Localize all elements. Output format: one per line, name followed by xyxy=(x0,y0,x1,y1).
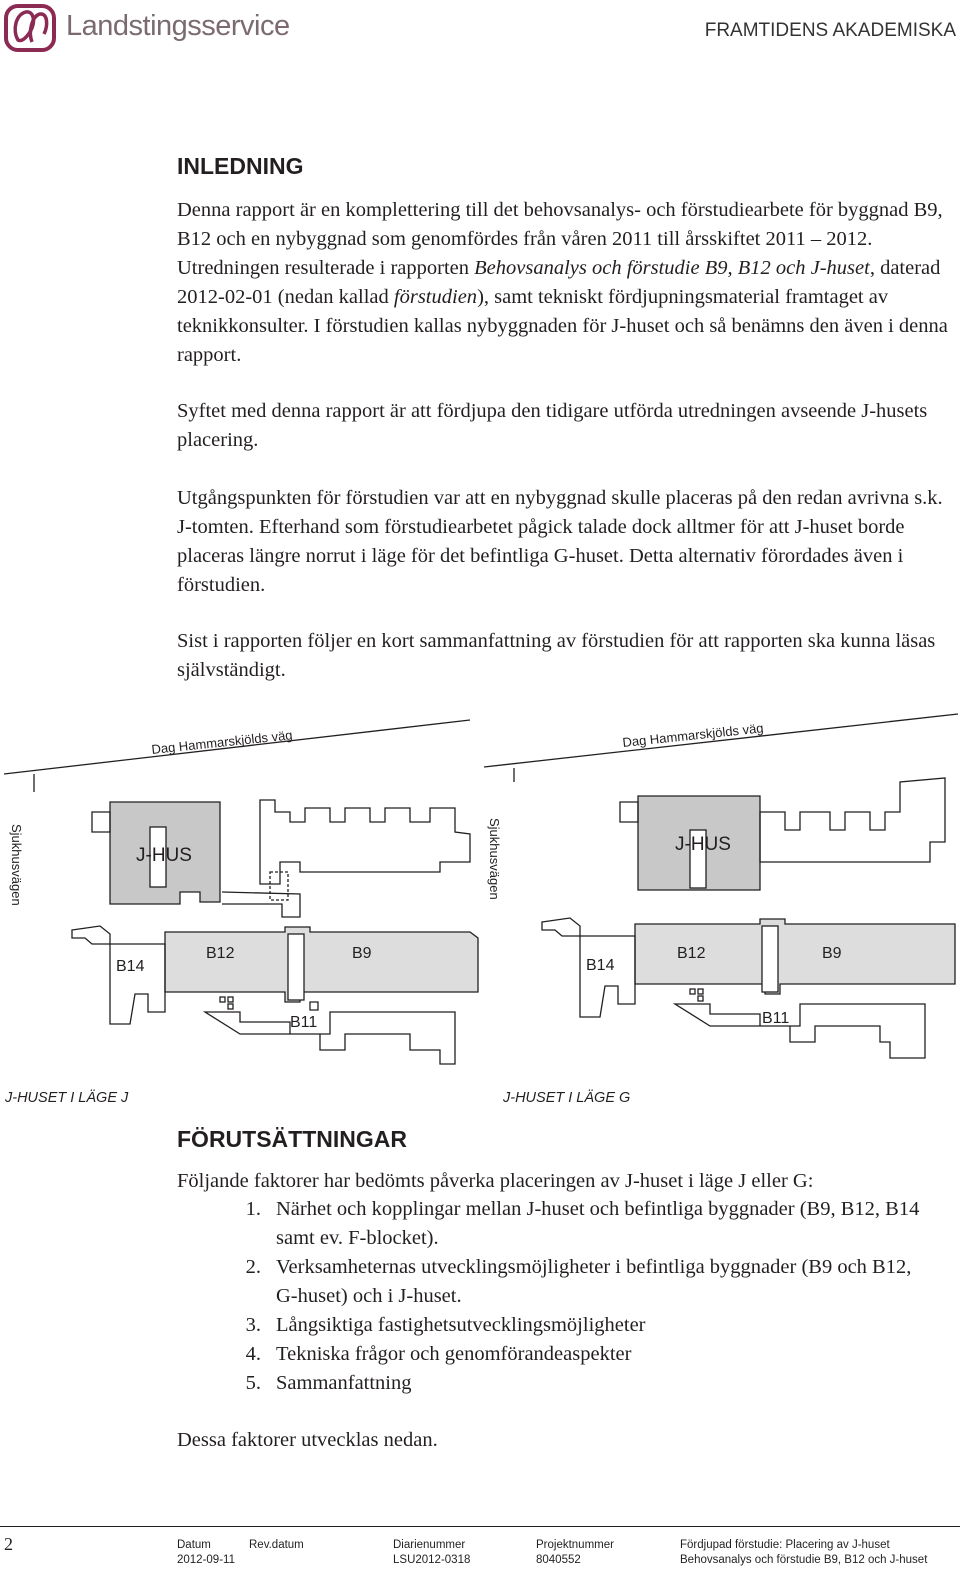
site-plan-figure xyxy=(0,712,960,1092)
building-label-b9-left: B9 xyxy=(352,945,372,962)
list-item: 3. Långsiktiga fastighetsutvecklingsmöjligheter xyxy=(245,1314,646,1336)
intro-paragraph-1: Denna rapport är en komplettering till det behovsanalys- och förstudiearbete för byggnad B9, B12 och en nybyggnad som genomfördes från våren 2011 till årsskiftet 2011 – 2012. Utredningen resulterade i rapporten Behovsanalys och förstudie B9, B12 och J-huset, daterad 2012-02-01 (nedan kallad förstudien), samt tekniskt fördjupningsmaterial framtaget av teknikkonsulter. I förstudien kallas nybyggnaden för J-huset och så benämns den även i denna rapport. xyxy=(177,199,948,366)
map-caption-left: J-HUSET I LÄGE J xyxy=(5,1090,129,1106)
intro-paragraph-3: Utgångspunkten för förstudien var att en nybyggnad skulle placeras på den redan avrivna s.k. J-tomten. Efterhand som förstudiearbetet pågick talade dock alltmer för att J-huset borde placeras längre norrut i läge för det befintliga G-huset. Detta alternativ förordades även i förstudien. xyxy=(177,487,943,596)
building-label-b9-right: B9 xyxy=(822,945,842,962)
building-label-b12-right: B12 xyxy=(677,945,706,962)
list-item: 4. Tekniska frågor och genomförandeaspekter xyxy=(245,1343,632,1365)
road-label-dag-hammarskjolds-right: Dag Hammarskjölds väg xyxy=(621,720,765,750)
section-title-inledning: INLEDNING xyxy=(177,153,304,179)
site-plan-right xyxy=(484,714,958,1058)
list-item: 1. Närhet och kopplingar mellan J-huset och befintliga byggnader (B9, B12, B14 samt ev. F-blocket). xyxy=(245,1198,920,1249)
building-label-b11-right: B11 xyxy=(762,1010,790,1027)
footer-divider xyxy=(0,1526,960,1527)
factor-list xyxy=(236,1195,936,1398)
document-series-title: FRAMTIDENS AKADEMISKA xyxy=(704,20,956,41)
building-label-jhus-right: J-HUS xyxy=(675,834,731,855)
landstingsservice-logo xyxy=(4,4,56,52)
map-caption-right: J-HUSET I LÄGE G xyxy=(503,1090,631,1106)
section-title-forutsattningar: FÖRUTSÄTTNINGAR xyxy=(177,1126,407,1152)
list-item: 5. Sammanfattning xyxy=(245,1372,412,1394)
intro-paragraph-2: Syftet med denna rapport är att fördjupa den tidigare utförda utredningen avseende J-husets placering. xyxy=(177,400,928,451)
building-label-jhus-left: J-HUS xyxy=(136,845,192,866)
intro-paragraph-4: Sist i rapporten följer en kort sammanfattning av förstudien för att rapporten ska kunna läsas självständigt. xyxy=(177,630,936,681)
footer-diarienummer: Diarienummer LSU2012-0318 xyxy=(393,1539,471,1566)
forstudien-italic: förstudien xyxy=(393,286,478,308)
building-label-b12-left: B12 xyxy=(206,945,235,962)
building-label-b11-left: B11 xyxy=(290,1014,318,1031)
road-label-sjukhusvagen-left: Sjukhusvägen xyxy=(9,824,24,906)
forutsattningar-outro: Dessa faktorer utvecklas nedan. xyxy=(177,1429,438,1451)
list-item: 2. Verksamheternas utvecklingsmöjligheter i befintliga byggnader (B9 och B12, G-huset) och i J-huset. xyxy=(245,1256,912,1307)
footer-datum: Datum 2012-09-11 xyxy=(177,1539,235,1566)
brand-name: Landstingsservice xyxy=(66,10,290,42)
footer-document-title: Fördjupad förstudie: Placering av J-huset Behovsanalys och förstudie B9, B12 och J-huset xyxy=(680,1539,928,1566)
site-plan-left xyxy=(4,720,478,1064)
footer-revdatum: Rev.datum xyxy=(249,1539,304,1551)
forutsattningar-intro: Följande faktorer har bedömts påverka placeringen av J-huset i läge J eller G: xyxy=(177,1170,814,1192)
report-title-italic: Behovsanalys och förstudie B9, B12 och J-huset xyxy=(474,257,870,279)
road-label-sjukhusvagen-right: Sjukhusvägen xyxy=(487,818,502,900)
building-label-b14-right: B14 xyxy=(586,957,615,974)
page-number: 2 xyxy=(4,1534,13,1554)
road-label-dag-hammarskjolds-left: Dag Hammarskjölds väg xyxy=(150,727,294,757)
footer-projektnummer: Projektnummer 8040552 xyxy=(536,1539,614,1566)
building-label-b14-left: B14 xyxy=(116,958,145,975)
